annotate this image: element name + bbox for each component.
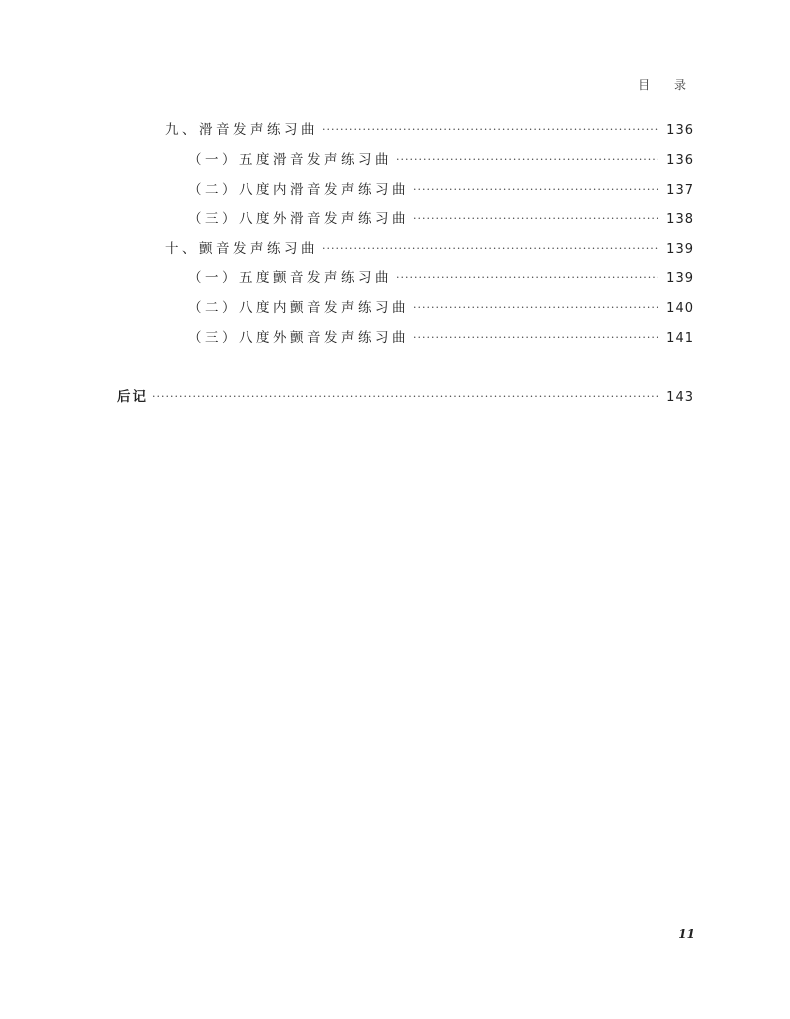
toc-entry-title: 九、滑音发声练习曲	[165, 122, 318, 138]
dot-leader	[322, 123, 658, 136]
toc-entry-title: （三）八度外颤音发声练习曲	[188, 330, 409, 346]
toc-entry-title: （一）五度颤音发声练习曲	[188, 270, 392, 286]
dot-leader	[396, 153, 658, 166]
toc-entry-page: 137	[666, 183, 694, 198]
toc-entry-title: （二）八度内滑音发声练习曲	[188, 182, 409, 198]
dot-leader	[413, 301, 658, 314]
toc-entry-title: 十、颤音发声练习曲	[165, 241, 318, 257]
toc-entry-page: 136	[666, 123, 694, 138]
toc-entry-page: 141	[666, 331, 694, 346]
toc-entry[interactable]	[165, 118, 694, 138]
toc-entry-page: 139	[666, 242, 694, 257]
toc-entry-page: 136	[666, 153, 694, 168]
toc-entry-afterword[interactable]	[117, 385, 694, 405]
toc-entry[interactable]	[188, 178, 694, 198]
running-head: 目 录	[638, 78, 696, 92]
toc-entry-title: （三）八度外滑音发声练习曲	[188, 211, 409, 227]
toc-entry[interactable]	[165, 237, 694, 257]
dot-leader	[152, 390, 658, 403]
page-number: 11	[678, 927, 695, 941]
toc-entry-title: （一）五度滑音发声练习曲	[188, 152, 392, 168]
toc-entry[interactable]	[188, 266, 694, 286]
toc-entry[interactable]	[188, 148, 694, 168]
dot-leader	[413, 331, 658, 344]
toc-entry[interactable]	[188, 296, 694, 316]
dot-leader	[413, 212, 658, 225]
toc-entry-page: 139	[666, 271, 694, 286]
toc-entry-page: 140	[666, 301, 694, 316]
dot-leader	[322, 242, 658, 255]
toc-entry[interactable]	[188, 207, 694, 227]
toc-entry-page: 143	[666, 390, 694, 405]
dot-leader	[413, 183, 658, 196]
dot-leader	[396, 271, 658, 284]
toc-entry[interactable]	[188, 326, 694, 346]
toc-entry-title: （二）八度内颤音发声练习曲	[188, 300, 409, 316]
toc-entry-title: 后记	[117, 389, 148, 405]
toc-entry-page: 138	[666, 212, 694, 227]
